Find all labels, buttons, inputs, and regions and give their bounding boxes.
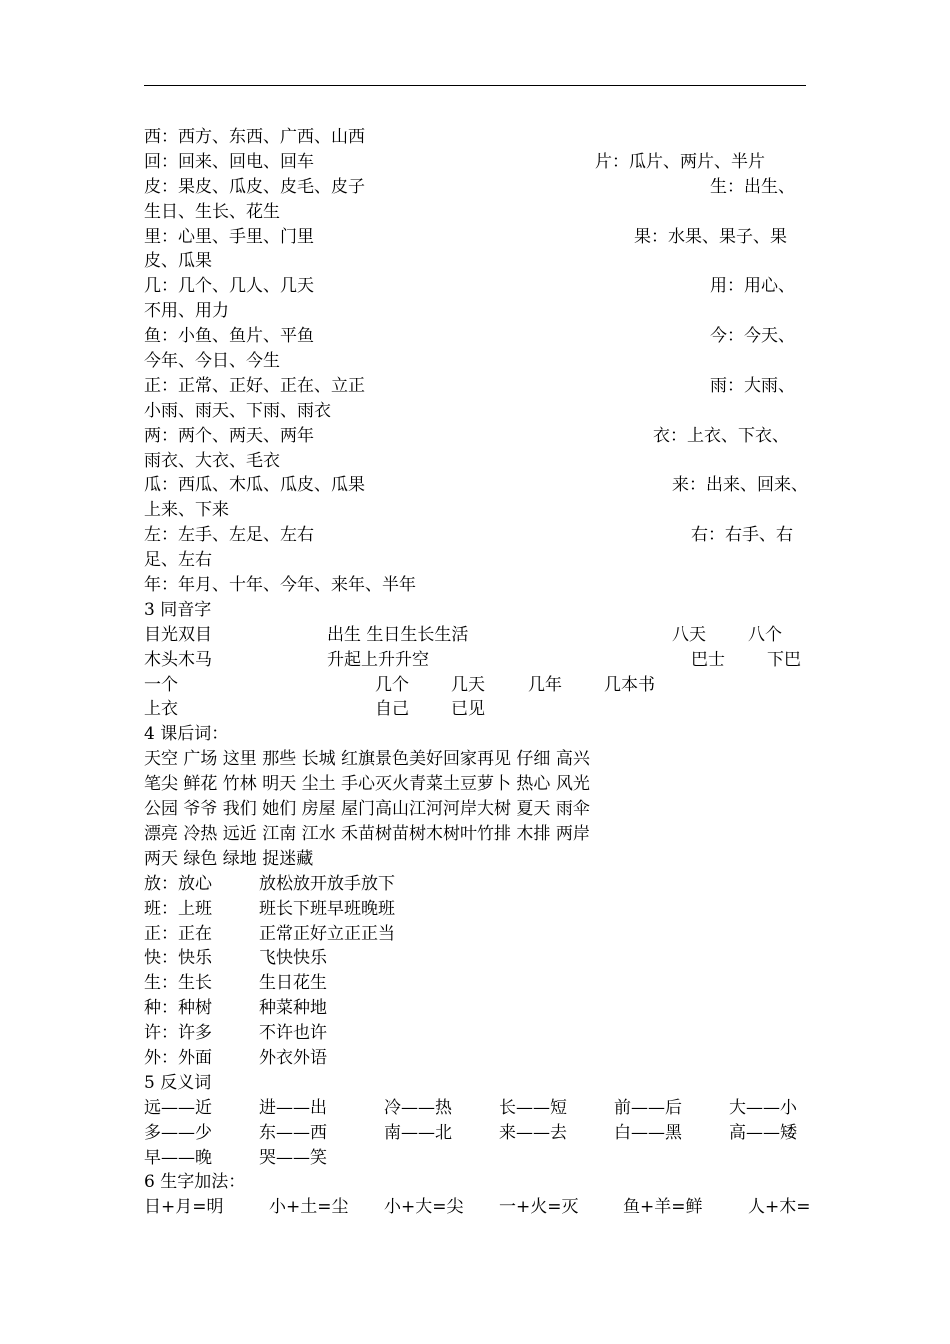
word-pair-right: 种菜种地 [259,998,327,1019]
text-line [144,673,824,698]
text-line [144,200,824,225]
text-left: 几：几个、几人、几天 [144,276,314,297]
char-addition: 鱼+羊=鲜 [623,1197,703,1218]
char-addition: 一+火=灭 [499,1197,579,1218]
section-title: 5 反义词 [144,1072,212,1093]
text-line [144,996,824,1021]
section-heading [144,1170,824,1195]
text-line [144,747,824,772]
text-right: 生：出生、 [710,176,795,197]
text-left: 雨衣、大衣、毛衣 [144,450,280,471]
text-line [144,1096,824,1121]
homophone-item: 已见 [451,699,485,720]
text-right: 果：水果、果子、果 [634,226,787,247]
homophone-item: 自己 [375,699,409,720]
text-left: 皮、瓜果 [144,251,212,272]
antonym-pair: 南——北 [384,1122,452,1143]
text-left: 鱼：小鱼、鱼片、平鱼 [144,326,314,347]
vocab-line: 漂亮 冷热 远近 江南 江水 禾苗树苗树木树叶竹排 木排 两岸 [144,823,590,844]
antonym-pair: 白——黑 [614,1122,682,1143]
text-line [144,872,824,897]
word-pair-right: 外衣外语 [259,1047,327,1068]
vocab-line: 笔尖 鲜花 竹林 明天 尘土 手心灭火青菜土豆萝卜 热心 风光 [144,774,590,795]
text-line [144,648,824,673]
homophone-item: 几本书 [604,674,655,695]
char-addition: 小+大=尖 [384,1197,464,1218]
text-right: 右：右手、右 [691,525,793,546]
text-right: 来：出来、回来、 [672,475,808,496]
section-title: 3 同音字 [144,599,212,620]
homophone-item: 八天 [672,624,706,645]
text-left: 两：两个、两天、两年 [144,425,314,446]
antonym-pair: 来——去 [499,1122,567,1143]
text-line [144,249,824,274]
word-pair-left: 种：种树 [144,998,212,1019]
word-pair-left: 班：上班 [144,898,212,919]
text-line [144,449,824,474]
word-pair-right: 班长下班早班晚班 [259,898,395,919]
text-left: 不用、用力 [144,301,229,322]
section-heading [144,598,824,623]
antonym-pair: 进——出 [259,1097,327,1118]
word-pair-right: 正常正好立正正当 [259,923,395,944]
text-line [144,523,824,548]
text-line [144,573,824,598]
homophone-item: 巴士 [691,649,725,670]
text-left: 皮：果皮、瓜皮、皮毛、皮子 [144,176,365,197]
vocab-line: 公园 爷爷 我们 她们 房屋 屋门高山江河河岸大树 夏天 雨伞 [144,799,590,820]
homophone-item: 几年 [528,674,562,695]
text-line [144,225,824,250]
section-heading [144,722,824,747]
word-pair-right: 放松放开放手放下 [259,873,395,894]
text-line [144,946,824,971]
homophone-item: 上衣 [144,699,178,720]
text-line [144,1046,824,1071]
antonym-pair: 前——后 [614,1097,682,1118]
text-left: 里：心里、手里、门里 [144,226,314,247]
text-line [144,399,824,424]
word-pair-left: 正：正在 [144,923,212,944]
antonym-pair: 长——短 [499,1097,567,1118]
word-pair-right: 飞快快乐 [259,948,327,969]
text-line [144,473,824,498]
document-body [144,125,824,1220]
section-title: 6 生字加法： [144,1172,246,1193]
char-addition: 小+土=尘 [269,1197,349,1218]
text-line [144,922,824,947]
header-rule [144,85,806,86]
homophone-item: 下巴 [767,649,801,670]
text-line [144,274,824,299]
text-line [144,1021,824,1046]
antonym-pair: 高——矮 [729,1122,797,1143]
text-left: 小雨、雨天、下雨、雨衣 [144,400,331,421]
text-line [144,797,824,822]
text-left: 西：西方、东西、广西、山西 [144,127,365,147]
text-right: 雨：大雨、 [710,375,795,396]
text-left: 年：年月、十年、今年、来年、半年 [144,575,416,596]
text-line [144,175,824,200]
vocab-line: 天空 广场 这里 那些 长城 红旗景色美好回家再见 仔细 高兴 [144,749,590,770]
antonym-pair: 远——近 [144,1097,212,1118]
char-addition: 人+木= [748,1197,811,1218]
text-line [144,1146,824,1171]
text-line [144,349,824,374]
antonym-pair: 冷——热 [384,1097,452,1118]
homophone-item: 八个 [748,624,782,645]
vocab-line: 两天 绿色 绿地 捉迷藏 [144,848,314,869]
text-left: 左：左手、左足、左右 [144,525,314,546]
section-heading [144,1071,824,1096]
word-pair-right: 不许也许 [259,1023,327,1044]
text-line [144,822,824,847]
text-left: 回：回来、回电、回车 [144,151,314,172]
text-line [144,772,824,797]
text-right: 用：用心、 [710,276,795,297]
text-line [144,971,824,996]
text-line [144,897,824,922]
text-left: 今年、今日、今生 [144,351,280,372]
text-left: 生日、生长、花生 [144,201,280,222]
text-line [144,374,824,399]
text-line [144,548,824,573]
text-line [144,299,824,324]
homophone-item: 出生 生日生长生活 [327,624,469,645]
text-left: 足、左右 [144,550,212,571]
homophone-item: 目光双目 [144,624,212,645]
text-line [144,125,824,150]
text-left: 瓜：西瓜、木瓜、瓜皮、瓜果 [144,475,365,496]
antonym-pair: 早——晚 [144,1147,212,1168]
text-left: 上来、下来 [144,500,229,521]
text-left: 正：正常、正好、正在、立正 [144,375,365,396]
homophone-item: 升起上升升空 [327,649,429,670]
text-line [144,324,824,349]
antonym-pair: 哭——笑 [259,1147,327,1168]
homophone-item: 几个 [375,674,409,695]
word-pair-left: 外：外面 [144,1047,212,1068]
word-pair-right: 生日花生 [259,973,327,994]
word-pair-left: 生：生长 [144,973,212,994]
antonym-pair: 东——西 [259,1122,327,1143]
homophone-item: 几天 [451,674,485,695]
char-addition: 日+月=明 [144,1197,224,1218]
word-pair-left: 许：许多 [144,1023,212,1044]
text-line [144,1195,824,1220]
word-pair-left: 放：放心 [144,873,212,894]
section-title: 4 课后词： [144,724,229,745]
text-line [144,623,824,648]
text-line [144,847,824,872]
text-line [144,1121,824,1146]
homophone-item: 一个 [144,674,178,695]
text-line [144,424,824,449]
text-right: 片：瓜片、两片、半片 [595,151,765,172]
word-pair-left: 快：快乐 [144,948,212,969]
antonym-pair: 多——少 [144,1122,212,1143]
homophone-item: 木头木马 [144,649,212,670]
text-line [144,498,824,523]
text-right: 衣：上衣、下衣、 [653,425,789,446]
text-line [144,150,824,175]
antonym-pair: 大——小 [729,1097,797,1118]
text-line [144,697,824,722]
text-right: 今：今天、 [710,326,795,347]
